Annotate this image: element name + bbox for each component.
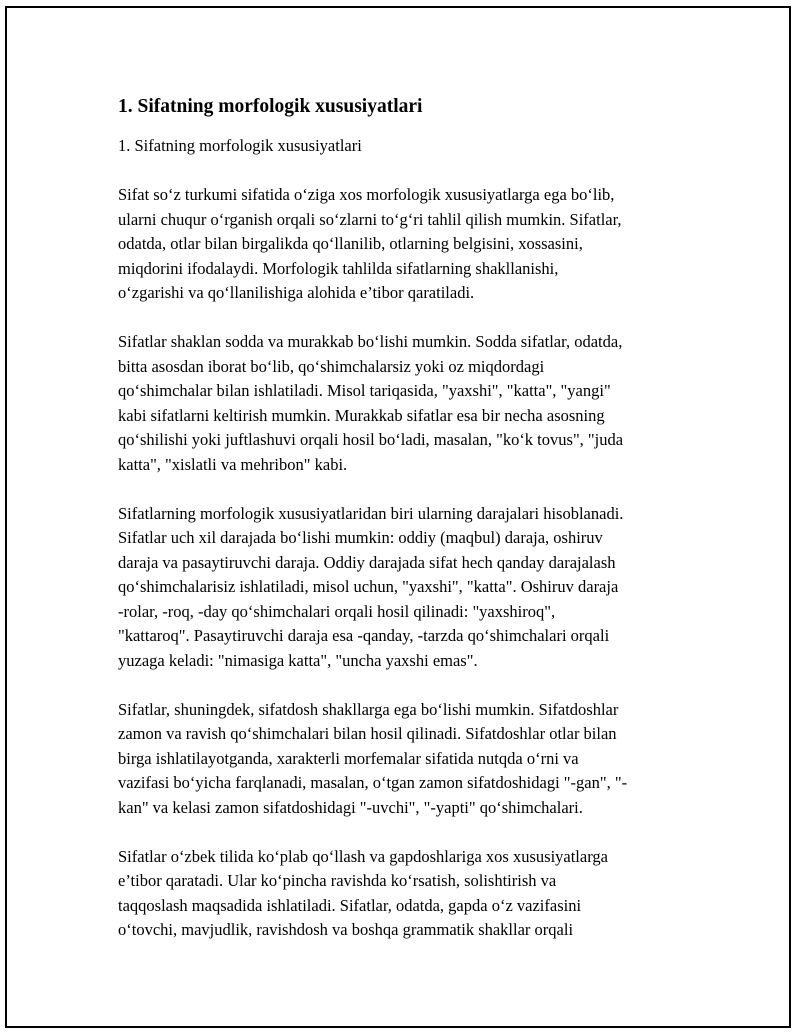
paragraph-line: katta", "xislatli va mehribon" kabi.: [118, 454, 348, 474]
body-paragraph: [118, 845, 703, 943]
document-title: 1. Sifatning morfologik xususiyatlari: [118, 96, 423, 117]
paragraph-line: qo‘shilishi yoki juftlashuvi orqali hosil bo‘ladi, masalan, "ko‘k tovus", "juda: [118, 430, 624, 449]
paragraph-line: e’tibor qaratadi. Ular ko‘pincha ravishda ko‘rsatish, solishtirish va: [118, 871, 557, 890]
body-paragraph: [118, 698, 703, 821]
paragraph-line: Sifatlar o‘zbek tilida ko‘plab qo‘llash va gapdoshlariga xos xususiyatlarga: [118, 846, 608, 866]
body-paragraph: [118, 502, 703, 674]
paragraph-line: Sifatlar shaklan sodda va murakkab bo‘lishi mumkin. Sodda sifatlar, odatda,: [118, 332, 623, 351]
document-subtitle: 1. Sifatning morfologik xususiyatlari: [118, 136, 362, 155]
paragraph-line: Sifatlar, shuningdek, sifatdosh shakllarga ega bo‘lishi mumkin. Sifatdoshlar: [118, 699, 619, 719]
paragraph-line: qo‘shimchalarisiz ishlatiladi, misol uchun, "yaxshi", "katta". Oshiruv daraja: [118, 577, 619, 596]
paragraph-line: Sifatlar uch xil darajada bo‘lishi mumkin: oddiy (maqbul) daraja, oshiruv: [118, 528, 603, 547]
paragraph-line: taqqoslash maqsadida ishlatiladi. Sifatlar, odatda, gapda o‘z vazifasini: [118, 895, 582, 915]
paragraph-line: -rolar, -roq, -day qo‘shimchalari orqali hosil qilinadi: "yaxshiroq",: [118, 601, 556, 621]
paragraph-line: "kattaroq". Pasaytiruvchi daraja esa -qanday, -tarzda qo‘shimchalari orqali: [118, 626, 610, 645]
paragraph-line: o‘zgarishi va qo‘llanilishiga alohida e’tibor qaratiladi.: [118, 283, 475, 302]
paragraph-line: daraja va pasaytiruvchi daraja. Oddiy darajada sifat hech qanday darajalash: [118, 552, 616, 572]
paragraph-line: yuzaga keladi: "nimasiga katta", "uncha yaxshi emas".: [118, 650, 478, 670]
paragraph-line: miqdorini ifodalaydi. Morfologik tahlilda sifatlarning shakllanishi,: [118, 258, 559, 278]
body-paragraph: [118, 330, 703, 477]
paragraph-line: kan" va kelasi zamon sifatdoshidagi "-uvchi", "-yapti" qo‘shimchalari.: [118, 797, 583, 817]
paragraph-line: bitta asosdan iborat bo‘lib, qo‘shimchalarsiz yoki oz miqdordagi: [118, 356, 545, 376]
paragraph-line: zamon va ravish qo‘shimchalari bilan hosil qilinadi. Sifatdoshlar otlar bilan: [118, 724, 617, 743]
paragraph-line: qo‘shimchalar bilan ishlatiladi. Misol tariqasida, "yaxshi", "katta", "yangi": [118, 381, 611, 400]
body-paragraph: [118, 183, 703, 306]
paragraph-list: [118, 183, 703, 943]
document-body: [118, 90, 703, 943]
paragraph-line: o‘tovchi, mavjudlik, ravishdosh va boshqa grammatik shakllar orqali: [118, 920, 574, 939]
paragraph-line: vazifasi bo‘yicha farqlanadi, masalan, o‘tgan zamon sifatdoshidagi "-gan", "-: [118, 773, 628, 792]
paragraph-line: kabi sifatlarni keltirish mumkin. Murakkab sifatlar esa bir necha asosning: [118, 405, 605, 425]
paragraph-line: ularni chuqur o‘rganish orqali so‘zlarni to‘g‘ri tahlil qilish mumkin. Sifatlar,: [118, 209, 622, 229]
paragraph-line: birga ishlatilayotganda, xarakterli morfemalar sifatida nutqda o‘rni va: [118, 748, 579, 768]
paragraph-line: Sifatlarning morfologik xususiyatlaridan biri ularning darajalari hisoblanadi.: [118, 503, 624, 523]
paragraph-line: odatda, otlar bilan birgalikda qo‘llanilib, otlarning belgisini, xossasini,: [118, 234, 583, 253]
paragraph-line: Sifat so‘z turkumi sifatida o‘ziga xos morfologik xususiyatlarga ega bo‘lib,: [118, 185, 615, 204]
